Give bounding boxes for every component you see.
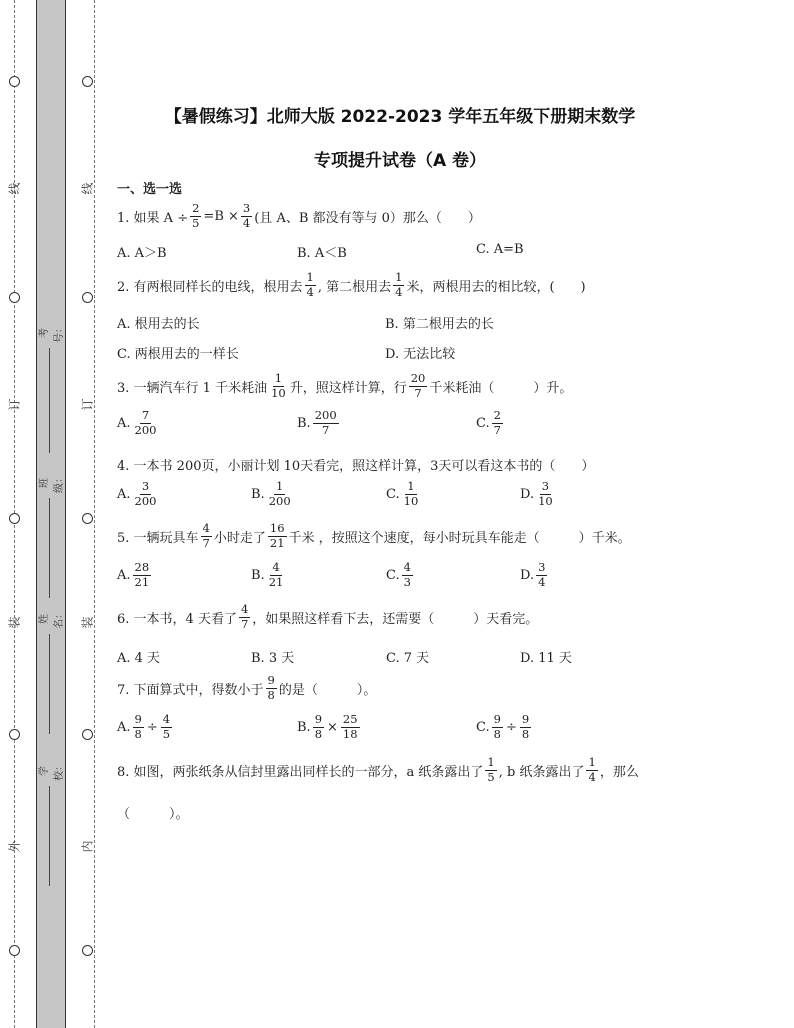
q3-option-b-letter: B. bbox=[297, 415, 311, 431]
q4-text: 4. 一本书 200页，小丽计划 10天看完，照这样计算，3天可以看这本书的（ ） bbox=[117, 459, 595, 474]
exam-number-underline bbox=[49, 348, 50, 453]
q8-text-c: ，那么 bbox=[599, 764, 639, 780]
q5-option-c-letter: C. bbox=[386, 567, 400, 583]
q3-option-b[interactable] bbox=[297, 410, 341, 436]
q6-text-a: 6. 一本书，4 天看了 bbox=[117, 611, 237, 627]
q3-option-b-fraction: $\frac{200}{7}$ bbox=[314, 408, 337, 437]
q7-text-a: 7. 下面算式中，得数小于 bbox=[117, 682, 264, 698]
q5-option-b[interactable] bbox=[251, 562, 287, 588]
punch-hole bbox=[9, 945, 20, 956]
punch-hole bbox=[82, 76, 93, 87]
q7-option-c-fraction-2: $\frac{9}{8}$ bbox=[521, 712, 530, 741]
q7-option-a[interactable] bbox=[117, 714, 174, 740]
q3-option-a-fraction: $\frac{7}{200}$ bbox=[134, 408, 157, 437]
q1-option-a[interactable]: A. A＞B bbox=[117, 246, 167, 261]
margin-char-bind: 订 bbox=[7, 398, 22, 411]
q4-option-c-letter: C. bbox=[386, 486, 400, 502]
q2-text-b: , 第二根用去 bbox=[317, 279, 392, 295]
q3-text-a: 3. 一辆汽车行 1 千米耗油 bbox=[117, 380, 268, 396]
q1-text-b: =B × bbox=[203, 208, 239, 224]
q8-answer-paren: （ ）。 bbox=[117, 807, 189, 822]
q7-text-b: 的是（ ）。 bbox=[278, 682, 377, 698]
question-4 bbox=[117, 455, 594, 474]
punch-hole bbox=[82, 945, 93, 956]
name-label: 姓名： bbox=[39, 609, 65, 629]
q7-option-a-operator: ÷ bbox=[146, 719, 158, 735]
q1-fraction-1: $\frac{2}{5}$ bbox=[192, 201, 200, 230]
question-5 bbox=[117, 523, 631, 549]
punch-hole bbox=[82, 729, 93, 740]
q5-option-c-fraction: $\frac{4}{3}$ bbox=[403, 560, 411, 589]
q2-option-b[interactable]: B. 第二根用去的长 bbox=[385, 317, 494, 332]
q5-option-b-fraction: $\frac{4}{21}$ bbox=[268, 560, 284, 589]
margin-char-staple: 装 bbox=[7, 616, 22, 629]
q4-option-a-letter: A. bbox=[117, 486, 131, 502]
q7-option-b-letter: B. bbox=[297, 719, 311, 735]
margin-char-inner: 内 bbox=[80, 840, 95, 853]
binding-strip bbox=[36, 0, 66, 1028]
q8-fraction-1: $\frac{1}{5}$ bbox=[487, 755, 495, 784]
q2-fraction-1: $\frac{1}{4}$ bbox=[306, 270, 314, 299]
question-7 bbox=[117, 675, 376, 701]
punch-hole bbox=[82, 292, 93, 303]
q2-fraction-2: $\frac{1}{4}$ bbox=[395, 270, 403, 299]
q5-fraction-1: $\frac{4}{7}$ bbox=[202, 521, 210, 550]
q5-text-a: 5. 一辆玩具车 bbox=[117, 530, 199, 546]
q5-option-a-letter: A. bbox=[117, 567, 131, 583]
question-8 bbox=[117, 757, 639, 783]
q7-option-b-fraction-1: $\frac{9}{8}$ bbox=[314, 712, 323, 741]
q5-text-c: 千米 ，按照这个速度，每小时玩具车能走（ ）千米。 bbox=[288, 530, 631, 546]
q5-option-c[interactable] bbox=[386, 562, 415, 588]
question-8-line-2 bbox=[117, 803, 189, 822]
page-subtitle: 专项提升试卷（A 卷） bbox=[313, 151, 487, 171]
q7-option-b-fraction-2: $\frac{25}{18}$ bbox=[342, 712, 358, 741]
school-label: 学校： bbox=[39, 761, 65, 781]
q4-option-d-letter: D. bbox=[520, 486, 535, 502]
q4-option-d[interactable] bbox=[520, 481, 557, 507]
q8-text-b: , b 纸条露出了 bbox=[498, 764, 585, 780]
q3-option-c-fraction: $\frac{2}{7}$ bbox=[493, 408, 501, 437]
q3-fraction-2: $\frac{20}{7}$ bbox=[410, 371, 426, 400]
q1-text-a: 1. 如果 A ÷ bbox=[117, 210, 189, 226]
q5-option-b-letter: B. bbox=[251, 567, 265, 583]
q4-option-d-fraction: $\frac{3}{10}$ bbox=[538, 479, 553, 508]
q3-text-b: 升，照这样计算，行 bbox=[289, 380, 407, 396]
q8-fraction-2: $\frac{1}{4}$ bbox=[588, 755, 596, 784]
q7-option-a-letter: A. bbox=[117, 719, 131, 735]
q8-text-a: 8. 如图，两张纸条从信封里露出同样长的一部分，a 纸条露出了 bbox=[117, 764, 484, 780]
q4-option-a-fraction: $\frac{3}{200}$ bbox=[134, 479, 157, 508]
q4-option-b-letter: B. bbox=[251, 486, 265, 502]
q7-option-a-fraction-2: $\frac{4}{5}$ bbox=[162, 712, 171, 741]
punch-hole bbox=[9, 292, 20, 303]
q3-option-c[interactable] bbox=[476, 410, 505, 436]
q5-option-d[interactable] bbox=[520, 562, 549, 588]
q1-option-c[interactable]: C. A=B bbox=[476, 242, 524, 257]
section-heading: 一、选一选 bbox=[117, 182, 183, 197]
q4-option-b[interactable] bbox=[251, 481, 295, 507]
q7-option-b-operator: × bbox=[327, 719, 338, 735]
class-label: 班级： bbox=[39, 473, 65, 493]
q6-option-b[interactable]: B. 3 天 bbox=[251, 651, 295, 666]
q6-option-d[interactable]: D. 11 天 bbox=[520, 651, 572, 666]
q5-fraction-2: $\frac{16}{21}$ bbox=[269, 521, 285, 550]
margin-char-line: 线 bbox=[80, 182, 95, 195]
q5-option-d-letter: D. bbox=[520, 567, 535, 583]
q3-option-a-letter: A. bbox=[117, 415, 131, 431]
q7-fraction-1: $\frac{9}{8}$ bbox=[267, 673, 275, 702]
exam-number-label: 考号： bbox=[39, 323, 65, 343]
q7-option-b[interactable] bbox=[297, 714, 362, 740]
q6-text-b: ，如果照这样看下去，还需要（ ）天看完。 bbox=[252, 611, 539, 627]
q3-text-c: 千米耗油（ ）升。 bbox=[429, 380, 573, 396]
q2-text-c: 米，两根用去的相比较，( ) bbox=[406, 279, 586, 295]
margin-char-staple: 装 bbox=[80, 616, 95, 629]
question-1 bbox=[117, 203, 481, 229]
punch-hole bbox=[9, 513, 20, 524]
q1-fraction-2: $\frac{3}{4}$ bbox=[242, 201, 251, 230]
q3-option-c-letter: C. bbox=[476, 415, 490, 431]
q4-option-a[interactable] bbox=[117, 481, 160, 507]
school-underline bbox=[49, 786, 50, 886]
q4-option-c[interactable] bbox=[386, 481, 422, 507]
inner-cut-line bbox=[94, 0, 95, 1028]
q4-option-c-fraction: $\frac{1}{10}$ bbox=[403, 479, 419, 508]
q7-option-c[interactable] bbox=[476, 714, 533, 740]
q1-option-b[interactable]: B. A＜B bbox=[297, 246, 347, 261]
q7-option-c-letter: C. bbox=[476, 719, 490, 735]
q2-option-a[interactable]: A. 根用去的长 bbox=[117, 317, 200, 332]
q7-option-a-fraction-1: $\frac{9}{8}$ bbox=[134, 712, 142, 741]
margin-char-outer: 外 bbox=[7, 840, 22, 853]
class-underline bbox=[49, 498, 50, 598]
name-underline bbox=[49, 634, 50, 734]
q6-option-a[interactable]: A. 4 天 bbox=[117, 651, 161, 666]
question-6 bbox=[117, 604, 538, 630]
punch-hole bbox=[82, 513, 93, 524]
q5-text-b: 小时走了 bbox=[213, 530, 266, 546]
q5-option-a[interactable] bbox=[117, 562, 153, 588]
q6-fraction-1: $\frac{4}{7}$ bbox=[240, 602, 249, 631]
q2-text-a: 2. 有两根同样长的电线，根用去 bbox=[117, 279, 303, 295]
question-2 bbox=[117, 272, 586, 298]
question-3 bbox=[117, 373, 572, 399]
page-title: 【暑假练习】北师大版 2022-2023 学年五年级下册期末数学 bbox=[164, 107, 636, 127]
q2-option-d[interactable]: D. 无法比较 bbox=[385, 347, 456, 362]
q6-option-c[interactable]: C. 7 天 bbox=[386, 651, 430, 666]
q2-option-c[interactable]: C. 两根用去的一样长 bbox=[117, 347, 239, 362]
q7-option-c-operator: ÷ bbox=[505, 719, 517, 735]
q5-option-a-fraction: $\frac{28}{21}$ bbox=[134, 560, 150, 589]
q1-text-c: (且 A、B 都没有等与 0）那么（ ） bbox=[254, 210, 481, 226]
punch-hole bbox=[9, 729, 20, 740]
punch-hole bbox=[9, 76, 20, 87]
margin-char-bind: 订 bbox=[80, 398, 95, 411]
q7-option-c-fraction-1: $\frac{9}{8}$ bbox=[493, 712, 501, 741]
q5-option-d-fraction: $\frac{3}{4}$ bbox=[538, 560, 546, 589]
q3-fraction-1: $\frac{1}{10}$ bbox=[271, 371, 286, 400]
margin-char-line: 线 bbox=[7, 182, 22, 195]
q4-option-b-fraction: $\frac{1}{200}$ bbox=[268, 479, 291, 508]
q3-option-a[interactable] bbox=[117, 410, 160, 436]
